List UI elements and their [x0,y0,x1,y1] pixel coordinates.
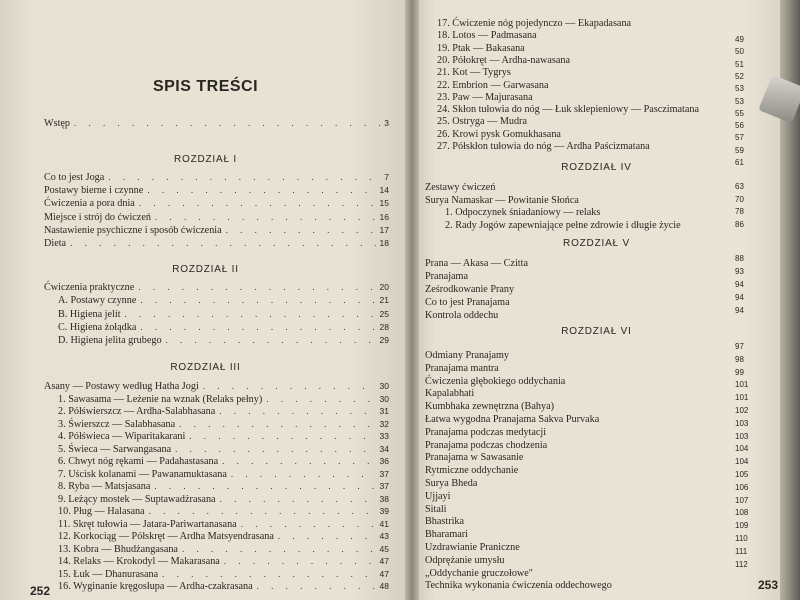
leader-dots [74,118,380,128]
toc-entry[interactable] [437,67,511,80]
toc-entry-page: 52 [735,71,744,81]
toc-entry[interactable] [425,182,495,195]
toc-entry-title: 10. Pług — Halasana [58,506,145,517]
toc-entry-page: 25 [379,308,389,319]
toc-entry[interactable] [445,220,681,233]
toc-entry-title: Pranajama podczas chodzenia [425,439,548,451]
toc-entry[interactable] [425,516,464,529]
toc-entry-title: 26. Krowi pysk Gomukhasana [437,128,561,140]
toc-entry-page: 104 [735,444,749,454]
toc-entry-page: 102 [735,406,749,415]
toc-entry[interactable] [58,456,389,469]
leader-dots [149,506,376,516]
toc-entry[interactable] [437,80,548,93]
toc-entry[interactable] [437,30,537,43]
toc-entry-title: 27. Półskłon tułowia do nóg — Ardha Paścizmatana [437,141,650,152]
toc-entry[interactable] [58,581,389,594]
toc-entry-page: 86 [735,219,744,229]
toc-entry[interactable] [58,309,389,322]
toc-entry-title: Ujjayi [425,490,451,502]
toc-entry-page: 112 [735,559,748,569]
toc-entry-title: Technika wykonania ćwiczenia oddechowego [425,580,612,592]
toc-entry[interactable] [437,92,533,105]
toc-entry[interactable] [425,440,547,453]
leader-dots [155,212,376,222]
leader-dots [224,556,376,566]
toc-entry-page: 48 [379,581,389,591]
toc-entry-title: Odprężanie umysłu [425,554,505,566]
toc-entry-page: 29 [379,335,389,346]
leader-dots [266,394,375,404]
toc-entry-title: 3. Świerszcz — Salabhasana [58,418,176,430]
toc-entry-page: 97 [735,342,744,351]
toc-entry-title: 4. Półświeca — Wiparitakarani [58,431,186,442]
toc-entry[interactable] [44,172,389,185]
page-title: SPIS TREŚCI [152,78,259,95]
toc-entry-page: 107 [735,495,749,505]
toc-entry-title: A. Postawy czynne [58,295,137,307]
leader-dots [182,544,376,554]
leader-dots [226,225,376,235]
chapter-heading: ROZDZIAŁ VI [561,326,632,337]
leader-dots [140,322,375,332]
toc-entry-page: 57 [735,133,744,143]
toc-entry[interactable] [425,350,509,363]
toc-entry-title: 25. Ostryga — Mudra [437,116,527,128]
toc-entry-title: Zestawy ćwiczeń [425,182,496,193]
toc-entry[interactable] [44,282,389,295]
toc-entry[interactable] [58,544,389,557]
leader-dots [166,335,376,345]
toc-entry-page: 106 [735,482,749,492]
toc-entry[interactable] [425,478,477,491]
leader-dots [125,309,376,319]
toc-entry-page: 94 [735,306,744,315]
toc-entry-page: 43 [379,531,389,541]
toc-entry-title: 23. Paw — Majurasana [437,91,533,103]
toc-entry[interactable] [437,141,650,154]
toc-entry-title: Wstęp [44,118,71,129]
toc-entry[interactable] [425,284,514,297]
toc-entry-title: 12. Korkociąg — Półskręt — Ardha Matsyendrasana [58,531,274,542]
toc-entry[interactable] [425,542,520,555]
toc-entry[interactable] [425,504,447,517]
toc-entry[interactable] [425,427,546,440]
toc-entry-page: 105 [735,470,749,479]
toc-entry[interactable] [58,469,389,482]
toc-entry-page: 53 [735,96,744,106]
toc-entry-title: Sitali [425,503,447,515]
toc-entry[interactable] [425,491,450,504]
toc-entry-page: 20 [379,282,389,292]
leader-dots [231,469,376,479]
toc-entry-page: 101 [735,380,749,390]
toc-entry-page: 98 [735,354,744,364]
toc-entry-page: 50 [735,47,744,57]
toc-entry-page: 31 [379,406,389,416]
toc-entry-title: Odmiany Pranajamy [425,350,510,361]
toc-entry-page: 21 [379,295,389,306]
toc-entry-page: 49 [735,35,744,44]
toc-entry-title: Nastawienie psychiczne i sposób ćwiczenia [44,224,222,236]
toc-entry-page: 103 [735,418,749,428]
toc-entry[interactable] [58,494,389,507]
toc-entry-title: 13. Kobra — Bhudżangasana [58,543,178,555]
toc-entry-title: Dieta [44,238,67,249]
toc-entry-page: 110 [735,534,748,543]
toc-entry-page: 78 [735,207,744,216]
toc-entry-title: 16. Wyginanie kręgosłupa — Ardha-czakrasana [58,581,253,592]
toc-entry-title: B. Higiena jelit [58,308,121,320]
chapter-heading: ROZDZIAŁ V [563,238,630,249]
toc-entry[interactable] [437,43,525,56]
toc-entry-title: Kumbhaka zewnętrzna (Bahya) [425,401,554,413]
toc-entry-page: 94 [735,280,744,289]
toc-entry-page: 18 [379,238,389,248]
toc-entry-page: 101 [735,393,749,403]
toc-entry[interactable] [425,297,510,310]
toc-entry[interactable] [58,394,389,407]
page-number: 252 [30,584,51,598]
leader-dots [138,282,375,292]
toc-entry[interactable] [58,519,389,532]
toc-entry-title: Asany — Postawy według Hatha Jogi [44,381,199,392]
toc-entry[interactable] [58,431,389,444]
toc-entry[interactable] [425,195,579,208]
toc-entry[interactable] [425,401,554,414]
toc-entry-page: 108 [735,508,749,518]
toc-entry[interactable] [58,531,389,544]
toc-entry-page: 3 [384,118,389,128]
toc-entry[interactable] [44,198,389,211]
toc-entry-page: 45 [379,543,389,554]
toc-entry-page: 33 [379,431,389,441]
toc-entry-title: 5. Świeca — Sarwangasana [58,443,172,455]
toc-entry-title: Ćwiczenia a pora dnia [44,198,135,210]
toc-entry-title: Pranajama [425,271,468,282]
toc-entry-page: 36 [379,456,389,466]
toc-entry-page: 111 [735,546,748,556]
toc-entry-page: 51 [735,59,744,69]
leader-dots [108,172,380,182]
toc-entry[interactable] [425,388,474,401]
toc-entry-page: 63 [735,182,744,191]
toc-entry[interactable] [44,185,389,198]
toc-entry[interactable] [445,207,600,220]
leader-dots [154,481,375,491]
toc-entry[interactable] [44,212,389,225]
toc-entry-page: 99 [735,367,744,377]
toc-entry-page: 47 [379,556,389,566]
toc-entry-title: 2. Półświerszcz — Ardha-Salabhasana [58,406,216,417]
toc-entry-title: 21. Kot — Tygrys [437,67,511,79]
leader-dots [139,198,376,208]
toc-entry[interactable] [58,481,389,494]
toc-entry-page: 53 [735,84,744,94]
chapter-heading: ROZDZIAŁ I [173,154,237,165]
toc-entry-title: Bhastrika [425,516,465,528]
toc-entry[interactable] [425,258,528,271]
toc-entry-title: Ćwiczenia praktyczne [44,282,135,293]
toc-entry-title: Co to jest Pranajama [425,297,510,308]
toc-entry-page: 7 [384,172,389,182]
book-gutter [405,0,419,600]
toc-entry-page: 109 [735,521,749,531]
toc-entry[interactable] [425,376,565,389]
toc-entry-page: 37 [379,468,389,479]
toc-entry[interactable] [58,406,389,419]
toc-entry-title: 22. Embrion — Garwasana [437,79,549,91]
toc-entry-title: 17. Ćwiczenie nóg pojedynczo — Ekapadasana [437,18,632,29]
toc-entry[interactable] [425,310,498,323]
toc-entry-title: D. Higiena jelita grubego [58,335,162,347]
toc-entry-page: 28 [379,321,389,332]
toc-entry-title: 8. Ryba — Matsjasana [58,481,151,492]
toc-entry[interactable] [58,506,389,519]
toc-entry-page: 70 [735,194,744,204]
toc-entry-title: 19. Ptak — Bakasana [437,42,525,54]
right-page [413,0,780,600]
toc-entry-title: 24. Skłon tułowia do nóg — Łuk sklepieniowy — Pasczimatana [437,104,700,116]
chapter-heading: ROZDZIAŁ IV [561,162,632,173]
toc-entry[interactable] [437,104,699,117]
leader-dots [278,531,376,541]
toc-entry-page: 39 [379,506,389,516]
toc-entry-title: 15. Łuk — Dhanurasana [58,568,159,580]
toc-entry[interactable] [44,238,389,251]
leader-dots [179,419,375,429]
toc-entry-page: 30 [379,381,389,391]
toc-entry-page: 30 [379,393,389,404]
toc-entry[interactable] [44,381,389,394]
toc-entry[interactable] [437,129,561,142]
toc-entry-page: 16 [379,211,389,222]
toc-entry[interactable] [437,116,527,129]
toc-entry[interactable] [44,225,389,238]
toc-entry-title: Miejsce i strój do ćwiczeń [44,211,151,223]
toc-entry-page: 61 [735,158,744,167]
toc-entry-page: 14 [379,185,389,196]
toc-entry[interactable] [425,271,468,284]
toc-entry-title: Kontrola oddechu [425,310,499,321]
toc-entry-title: 1. Odpoczynek śniadaniowy — relaks [445,207,601,218]
toc-entry-page: 37 [379,481,389,491]
toc-entry[interactable] [437,18,631,31]
toc-entry-title: 6. Chwyt nóg rękami — Padahastasana [58,456,219,467]
toc-entry-title: Bharamari [425,529,468,541]
toc-entry-title: C. Higiena żołądka [58,321,137,333]
toc-entry-page: 17 [379,224,389,235]
leader-dots [162,569,375,579]
leader-dots [175,444,375,454]
toc-entry-title: Ćwiczenia głębokiego oddychania [425,375,566,387]
toc-entry-title: Rytmiczne oddychanie [425,465,519,477]
toc-entry-title: Prana — Akasa — Czitta [425,258,528,269]
leader-dots [203,381,376,391]
leader-dots [189,431,375,441]
toc-entry-title: Ześrodkowanie Prany [425,284,515,295]
toc-entry-page: 88 [735,254,744,263]
toc-entry[interactable] [425,529,468,542]
toc-entry[interactable] [58,556,389,569]
toc-entry[interactable] [425,555,505,568]
leader-dots [147,185,375,195]
toc-entry-title: Postawy bierne i czynne [44,185,144,197]
leader-dots [257,581,376,591]
toc-entry[interactable] [425,452,523,465]
toc-entry[interactable] [44,118,389,131]
toc-entry[interactable] [58,295,389,308]
toc-entry-page: 32 [379,418,389,429]
toc-entry-title: 11. Skręt tułowia — Jatara-Pariwartanasana [58,518,237,530]
toc-entry-title: Uzdrawianie Praniczne [425,542,520,553]
chapter-heading: ROZDZIAŁ III [170,362,241,373]
toc-entry[interactable] [58,322,389,335]
toc-entry-title: Surya Bheda [425,478,478,489]
toc-entry-title: Pranajama podczas medytacji [425,426,547,438]
toc-entry-page: 93 [735,267,744,276]
toc-entry-title: 9. Leżący mostek — Suptawadżrasana [58,493,216,505]
toc-entry[interactable] [437,55,570,68]
toc-entry-title: Pranajama mantra [425,362,499,374]
toc-entry-title: 20. Półokręt — Ardha-nawasana [437,54,570,66]
toc-entry-page: 59 [735,145,744,155]
toc-entry[interactable] [58,569,389,582]
leader-dots [219,406,375,416]
page-number: 253 [758,578,779,592]
toc-entry-title: Surya Namaskar — Powitanie Słońca [425,194,579,206]
toc-entry-page: 94 [735,293,744,302]
toc-entry[interactable] [425,414,599,427]
chapter-heading: ROZDZIAŁ II [172,264,239,275]
toc-entry-page: 55 [735,108,744,118]
toc-entry[interactable] [58,444,389,457]
toc-entry-page: 34 [379,443,389,454]
leader-dots [220,494,376,504]
toc-entry-title: 18. Lotos — Padmasana [437,30,537,42]
toc-entry[interactable] [425,465,518,478]
toc-entry-page: 38 [379,493,389,504]
toc-entry[interactable] [58,335,389,348]
toc-entry-page: 15 [379,198,389,209]
toc-entry-title: Co to jest Joga [44,172,105,183]
leader-dots [140,295,375,305]
toc-entry-page: 56 [735,121,744,131]
toc-entry-page: 41 [379,518,389,529]
toc-entry-title: 7. Uścisk kolanami — Pawanamuktasana [58,468,227,480]
toc-entry-page: 104 [735,457,749,467]
toc-entry-title: 2. Rady Jogów zapewniające pełne zdrowie i długie życie [445,219,681,231]
toc-entry-title: Kapalabhati [425,388,475,400]
toc-entry[interactable] [58,419,389,432]
leader-dots [222,456,375,466]
leader-dots [70,238,375,248]
toc-entry-page: 103 [735,431,749,441]
toc-entry[interactable] [425,363,499,376]
toc-entry-title: Łatwa wygodna Pranajama Sakva Purvaka [425,414,600,425]
toc-entry[interactable] [425,580,612,593]
toc-entry-title: „Oddychanie gruczołowe" [425,567,533,579]
toc-entry-title: 14. Relaks — Krokodyl — Makarasana [58,556,220,567]
toc-entry[interactable] [425,568,533,581]
toc-entry-title: 1. Sawasama — Leżenie na wznak (Relaks pełny) [58,393,263,405]
leader-dots [241,519,376,529]
toc-entry-page: 47 [379,568,389,579]
toc-entry-title: Pranajama w Sawasanie [425,452,524,464]
